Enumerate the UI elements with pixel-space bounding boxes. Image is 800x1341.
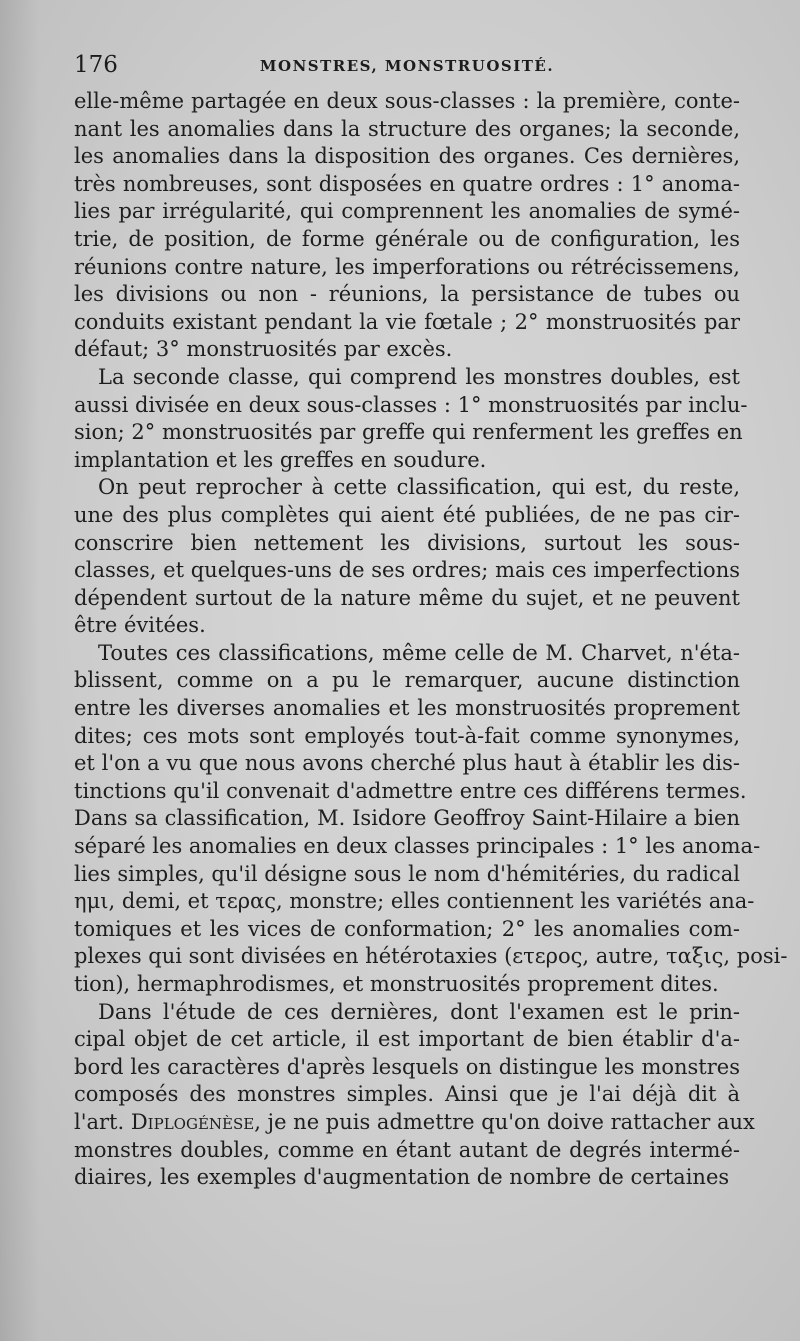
text-line: La seconde classe, qui comprend les monstres doubles, est (98, 364, 740, 389)
text-line: elle-même partagée en deux sous-classes : la première, conte- (74, 89, 740, 113)
text-line: et l'on a vu que nous avons cherché plus haut à établir les dis- (74, 751, 740, 776)
text-line: être évitées. (74, 613, 206, 638)
body-text (74, 88, 788, 1192)
paragraph (74, 474, 740, 640)
text-line: diaires, les exemples d'augmentation de nombre de certaines (74, 1165, 730, 1190)
text-line: tomiques et les vices de conformation; 2° les anomalies com- (74, 916, 740, 941)
text-line: On peut reprocher à cette classification, qui est, du reste, (98, 475, 740, 500)
paragraph (74, 640, 788, 999)
text-line: aussi divisée en deux sous-classes : 1° monstruosités par inclu- (74, 392, 748, 417)
text-line: nant les anomalies dans la structure des organes; la seconde, (74, 116, 740, 141)
text-line: bord les caractères d'après lesquels on distingue les monstres (74, 1054, 740, 1079)
text-line: entre les diverses anomalies et les monstruosités proprement (74, 696, 740, 721)
paragraph (74, 88, 740, 364)
text-line: conscrire bien nettement les divisions, surtout les sous- (74, 530, 740, 555)
text-line: ημι, demi, et τερας, monstre; elles contiennent les variétés ana- (74, 889, 755, 914)
text-line: sion; 2° monstruosités par greffe qui renferment les greffes en (74, 420, 743, 445)
page-header (74, 52, 740, 86)
text-line: tion), hermaphrodismes, et monstruosités proprement dites. (74, 972, 719, 996)
text-line: Dans l'étude de ces dernières, dont l'examen est le prin- (98, 999, 740, 1024)
paragraph (74, 999, 755, 1192)
paragraph (74, 364, 748, 474)
text-line: l'art. Diplogénèse, je ne puis admettre qu'on doive rattacher aux (74, 1109, 755, 1134)
text-line: classes, et quelques-uns de ses ordres; mais ces imperfections (74, 558, 740, 583)
text-line: séparé les anomalies en deux classes principales : 1° les anoma- (74, 834, 761, 859)
text-line: défaut; 3° monstruosités par excès. (74, 337, 453, 362)
text-line: réunions contre nature, les imperforations ou rétrécissemens, (74, 254, 740, 279)
text-line: cipal objet de cet article, il est important de bien établir d'a- (74, 1027, 740, 1052)
text-line: les divisions ou non - réunions, la persistance de tubes ou (74, 282, 740, 307)
text-line: dites; ces mots sont employés tout-à-fait comme synonymes, (74, 723, 740, 748)
text-line: plexes qui sont divisées en hétérotaxies (ετερος, autre, ταξις, posi- (74, 944, 788, 969)
text-line: Dans sa classification, M. Isidore Geoffroy Saint-Hilaire a bien (74, 806, 740, 831)
text-line: conduits existant pendant la vie fœtale ; 2° monstruosités par (74, 309, 740, 334)
text-line: dépendent surtout de la nature même du sujet, et ne peuvent (74, 585, 740, 610)
text-line: Toutes ces classifications, même celle de M. Charvet, n'éta- (98, 640, 740, 665)
running-title: MONSTRES, MONSTRUOSITÉ. (259, 57, 555, 75)
page-number: 176 (74, 52, 118, 78)
text-line: très nombreuses, sont disposées en quatre ordres : 1° anoma- (74, 171, 740, 196)
text-line: implantation et les greffes en soudure. (74, 447, 487, 472)
text-line: lies simples, qu'il désigne sous le nom d'hémitéries, du radical (74, 861, 741, 886)
text-line: trie, de position, de forme générale ou de configuration, les (74, 226, 740, 251)
text-line: tinctions qu'il convenait d'admettre entre ces différens termes. (74, 778, 747, 803)
text-line: lies par irrégularité, qui comprennent les anomalies de symé- (74, 199, 740, 224)
text-line: monstres doubles, comme en étant autant de degrés intermé- (74, 1137, 740, 1162)
text-line: une des plus complètes qui aient été publiées, de ne pas cir- (74, 502, 740, 527)
page-gutter-shadow (0, 0, 40, 1341)
text-line: blissent, comme on a pu le remarquer, aucune distinction (74, 668, 740, 693)
text-line: les anomalies dans la disposition des organes. Ces dernières, (74, 144, 740, 169)
text-line: composés des monstres simples. Ainsi que je l'ai déjà dit à (74, 1082, 740, 1107)
